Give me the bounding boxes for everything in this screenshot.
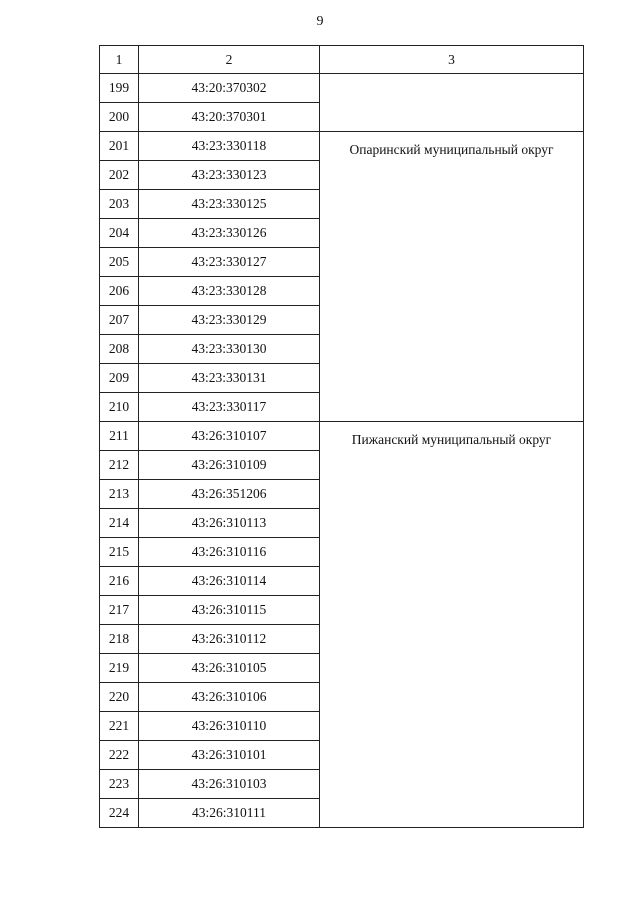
table-body <box>100 46 584 828</box>
row-number: 214 <box>100 509 139 538</box>
row-number: 218 <box>100 625 139 654</box>
district-name <box>320 74 584 132</box>
row-number: 222 <box>100 741 139 770</box>
row-number: 217 <box>100 596 139 625</box>
row-number: 209 <box>100 364 139 393</box>
row-number: 210 <box>100 393 139 422</box>
cadastral-code: 43:26:310103 <box>139 770 320 799</box>
table-row <box>100 132 584 161</box>
row-number: 212 <box>100 451 139 480</box>
row-number: 211 <box>100 422 139 451</box>
row-number: 220 <box>100 683 139 712</box>
row-number: 215 <box>100 538 139 567</box>
cadastral-code: 43:26:351206 <box>139 480 320 509</box>
cadastral-code: 43:23:330117 <box>139 393 320 422</box>
cadastral-code: 43:26:310111 <box>139 799 320 828</box>
cadastral-code: 43:26:310101 <box>139 741 320 770</box>
cadastral-code: 43:23:330129 <box>139 306 320 335</box>
table-row <box>100 422 584 451</box>
cadastral-code: 43:23:330131 <box>139 364 320 393</box>
district-name: Опаринский муниципальный округ <box>320 132 584 422</box>
column-header: 3 <box>320 46 584 74</box>
row-number: 202 <box>100 161 139 190</box>
cadastral-code: 43:26:310112 <box>139 625 320 654</box>
cadastral-code: 43:26:310113 <box>139 509 320 538</box>
cadastral-code: 43:26:310114 <box>139 567 320 596</box>
registry-table <box>99 45 584 828</box>
cadastral-code: 43:26:310110 <box>139 712 320 741</box>
cadastral-code: 43:23:330118 <box>139 132 320 161</box>
cadastral-code: 43:26:310106 <box>139 683 320 712</box>
cadastral-code: 43:26:310107 <box>139 422 320 451</box>
cadastral-code: 43:23:330128 <box>139 277 320 306</box>
row-number: 224 <box>100 799 139 828</box>
table-row <box>100 74 584 103</box>
row-number: 204 <box>100 219 139 248</box>
cadastral-code: 43:26:310115 <box>139 596 320 625</box>
row-number: 205 <box>100 248 139 277</box>
cadastral-code: 43:23:330127 <box>139 248 320 277</box>
row-number: 221 <box>100 712 139 741</box>
row-number: 200 <box>100 103 139 132</box>
row-number: 223 <box>100 770 139 799</box>
row-number: 213 <box>100 480 139 509</box>
row-number: 216 <box>100 567 139 596</box>
row-number: 201 <box>100 132 139 161</box>
district-name: Пижанский муниципальный округ <box>320 422 584 828</box>
page-number: 9 <box>316 14 324 29</box>
cadastral-code: 43:26:310109 <box>139 451 320 480</box>
cadastral-code: 43:23:330130 <box>139 335 320 364</box>
cadastral-code: 43:20:370302 <box>139 74 320 103</box>
header-row <box>100 46 584 74</box>
row-number: 206 <box>100 277 139 306</box>
row-number: 219 <box>100 654 139 683</box>
cadastral-code: 43:26:310105 <box>139 654 320 683</box>
row-number: 203 <box>100 190 139 219</box>
column-header: 2 <box>139 46 320 74</box>
cadastral-code: 43:23:330125 <box>139 190 320 219</box>
row-number: 207 <box>100 306 139 335</box>
cadastral-code: 43:26:310116 <box>139 538 320 567</box>
cadastral-code: 43:23:330123 <box>139 161 320 190</box>
row-number: 208 <box>100 335 139 364</box>
cadastral-code: 43:20:370301 <box>139 103 320 132</box>
cadastral-code: 43:23:330126 <box>139 219 320 248</box>
row-number: 199 <box>100 74 139 103</box>
column-header: 1 <box>100 46 139 74</box>
